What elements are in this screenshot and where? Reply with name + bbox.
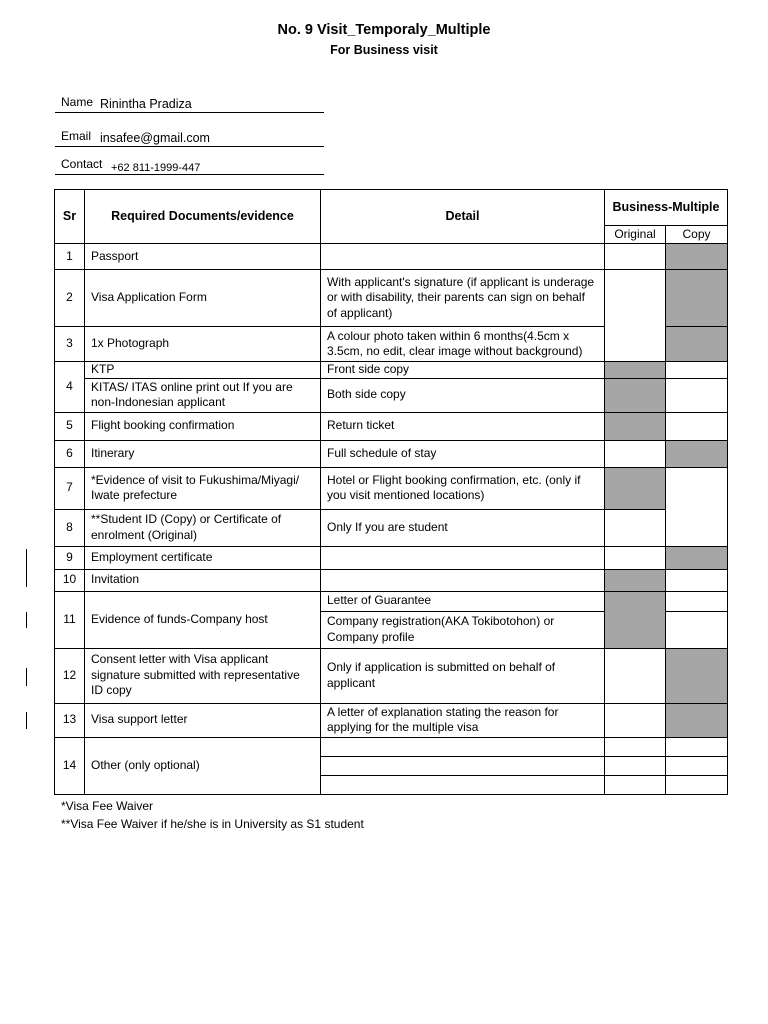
row-detail-blank[interactable]	[321, 775, 605, 794]
row-sr: 8	[55, 509, 85, 546]
copy-cell[interactable]	[666, 775, 728, 794]
name-field[interactable]	[55, 92, 324, 113]
row-sr: 14	[55, 737, 85, 794]
table-row	[55, 362, 728, 379]
row-document: Evidence of funds-Company host	[85, 591, 321, 648]
copy-cell[interactable]	[666, 737, 728, 756]
row-sr: 10	[55, 569, 85, 591]
original-cell[interactable]	[605, 546, 666, 569]
email-field[interactable]	[55, 126, 324, 147]
copy-cell[interactable]	[666, 467, 728, 546]
row-detail	[321, 244, 605, 270]
document-title: No. 9 Visit_Temporaly_Multiple	[277, 22, 491, 38]
original-cell-shaded	[605, 378, 666, 412]
row-document: *Evidence of visit to Fukushima/Miyagi/ Iwate prefecture	[85, 467, 321, 509]
table-row	[55, 412, 728, 440]
original-cell[interactable]	[605, 775, 666, 794]
copy-cell[interactable]	[666, 611, 728, 648]
row-sr: 4	[55, 362, 85, 413]
original-cell[interactable]	[605, 703, 666, 737]
row-detail	[321, 569, 605, 591]
row-document: Passport	[85, 244, 321, 270]
row-sr: 9	[55, 546, 85, 569]
row-document: Visa Application Form	[85, 270, 321, 327]
header-detail: Detail	[321, 190, 605, 244]
copy-cell[interactable]	[666, 569, 728, 591]
row-document: Itinerary	[85, 440, 321, 467]
row-detail: Return ticket	[321, 412, 605, 440]
row-detail: Full schedule of stay	[321, 440, 605, 467]
row-detail: Company registration(AKA Tokibotohon) or Company profile	[321, 611, 605, 648]
table-row	[55, 244, 728, 270]
row-sr: 1	[55, 244, 85, 270]
footnote-2: **Visa Fee Waiver if he/she is in University as S1 student	[61, 817, 364, 831]
row-sr: 7	[55, 467, 85, 509]
row-document: KITAS/ ITAS online print out If you are non-Indonesian applicant	[85, 378, 321, 412]
row-detail	[321, 546, 605, 569]
table-row	[55, 378, 728, 412]
copy-cell-shaded	[666, 440, 728, 467]
copy-cell-shaded	[666, 244, 728, 270]
row-document: Invitation	[85, 569, 321, 591]
row-document: Employment certificate	[85, 546, 321, 569]
table-row	[55, 467, 728, 509]
table-row	[55, 569, 728, 591]
table-row	[55, 440, 728, 467]
copy-cell[interactable]	[666, 591, 728, 611]
row-sr: 6	[55, 440, 85, 467]
original-cell-shaded	[605, 412, 666, 440]
margin-mark	[26, 668, 27, 686]
copy-cell-shaded	[666, 270, 728, 327]
footnote-1: *Visa Fee Waiver	[61, 799, 154, 813]
row-detail: Front side copy	[321, 362, 605, 379]
row-detail: With applicant's signature (if applicant is underage or with disability, their parents can sign on behalf of applicant)	[321, 270, 605, 327]
row-detail: Only If you are student	[321, 509, 605, 546]
row-detail-blank[interactable]	[321, 737, 605, 756]
row-detail: Both side copy	[321, 378, 605, 412]
contact-field[interactable]	[55, 154, 324, 175]
requirements-table	[54, 189, 728, 795]
header-business-multiple: Business-Multiple	[605, 190, 728, 226]
copy-cell[interactable]	[666, 412, 728, 440]
row-sr: 2	[55, 270, 85, 327]
row-sr: 3	[55, 327, 85, 362]
copy-cell[interactable]	[666, 756, 728, 775]
contact-label: Contact	[61, 157, 103, 171]
row-detail-blank[interactable]	[321, 756, 605, 775]
table-row	[55, 591, 728, 611]
row-document: Visa support letter	[85, 703, 321, 737]
original-cell[interactable]	[605, 440, 666, 467]
copy-cell-shaded	[666, 703, 728, 737]
row-sr: 13	[55, 703, 85, 737]
copy-cell-shaded	[666, 327, 728, 362]
row-detail: Only if application is submitted on behalf of applicant	[321, 648, 605, 703]
header-documents: Required Documents/evidence	[85, 190, 321, 244]
table-row	[55, 737, 728, 756]
copy-cell-shaded	[666, 648, 728, 703]
margin-mark	[26, 549, 27, 587]
table-row	[55, 546, 728, 569]
row-sr: 12	[55, 648, 85, 703]
row-sr: 11	[55, 591, 85, 648]
original-cell[interactable]	[605, 509, 666, 546]
row-document: Consent letter with Visa applicant signature submitted with representative ID copy	[85, 648, 321, 703]
original-cell[interactable]	[605, 737, 666, 756]
contact-value: +62 811-1999-447	[111, 162, 201, 174]
row-document: Other (only optional)	[85, 737, 321, 794]
header-copy: Copy	[666, 226, 728, 244]
row-detail: Letter of Guarantee	[321, 591, 605, 611]
table-row	[55, 270, 728, 327]
original-cell-shaded	[605, 591, 666, 648]
name-label: Name	[61, 95, 94, 109]
header-original: Original	[605, 226, 666, 244]
name-value: Rinintha Pradiza	[100, 97, 192, 111]
footnotes	[61, 797, 364, 833]
table-row	[55, 648, 728, 703]
table-header-row	[55, 190, 728, 226]
margin-mark	[26, 712, 27, 729]
email-label: Email	[61, 129, 92, 143]
table-row	[55, 509, 728, 546]
original-cell[interactable]	[605, 244, 666, 270]
header-sr: Sr	[55, 190, 85, 244]
original-cell-shaded	[605, 362, 666, 379]
row-detail: Hotel or Flight booking confirmation, etc. (only if you visit mentioned locations)	[321, 467, 605, 509]
row-document: KTP	[85, 362, 321, 379]
original-cell[interactable]	[605, 648, 666, 703]
email-value: insafee@gmail.com	[100, 131, 210, 145]
copy-cell[interactable]	[666, 362, 728, 379]
original-cell[interactable]	[605, 756, 666, 775]
row-detail: A letter of explanation stating the reason for applying for the multiple visa	[321, 703, 605, 737]
copy-cell[interactable]	[666, 378, 728, 412]
margin-mark	[26, 612, 27, 628]
row-document: **Student ID (Copy) or Certificate of enrolment (Original)	[85, 509, 321, 546]
original-cell-shaded	[605, 467, 666, 509]
original-cell[interactable]	[605, 270, 666, 362]
original-cell-shaded	[605, 569, 666, 591]
table-row	[55, 703, 728, 737]
document-subtitle: For Business visit	[330, 43, 438, 57]
row-sr: 5	[55, 412, 85, 440]
row-detail: A colour photo taken within 6 months(4.5cm x 3.5cm, no edit, clear image without background)	[321, 327, 605, 362]
row-document: Flight booking confirmation	[85, 412, 321, 440]
row-document: 1x Photograph	[85, 327, 321, 362]
copy-cell-shaded	[666, 546, 728, 569]
